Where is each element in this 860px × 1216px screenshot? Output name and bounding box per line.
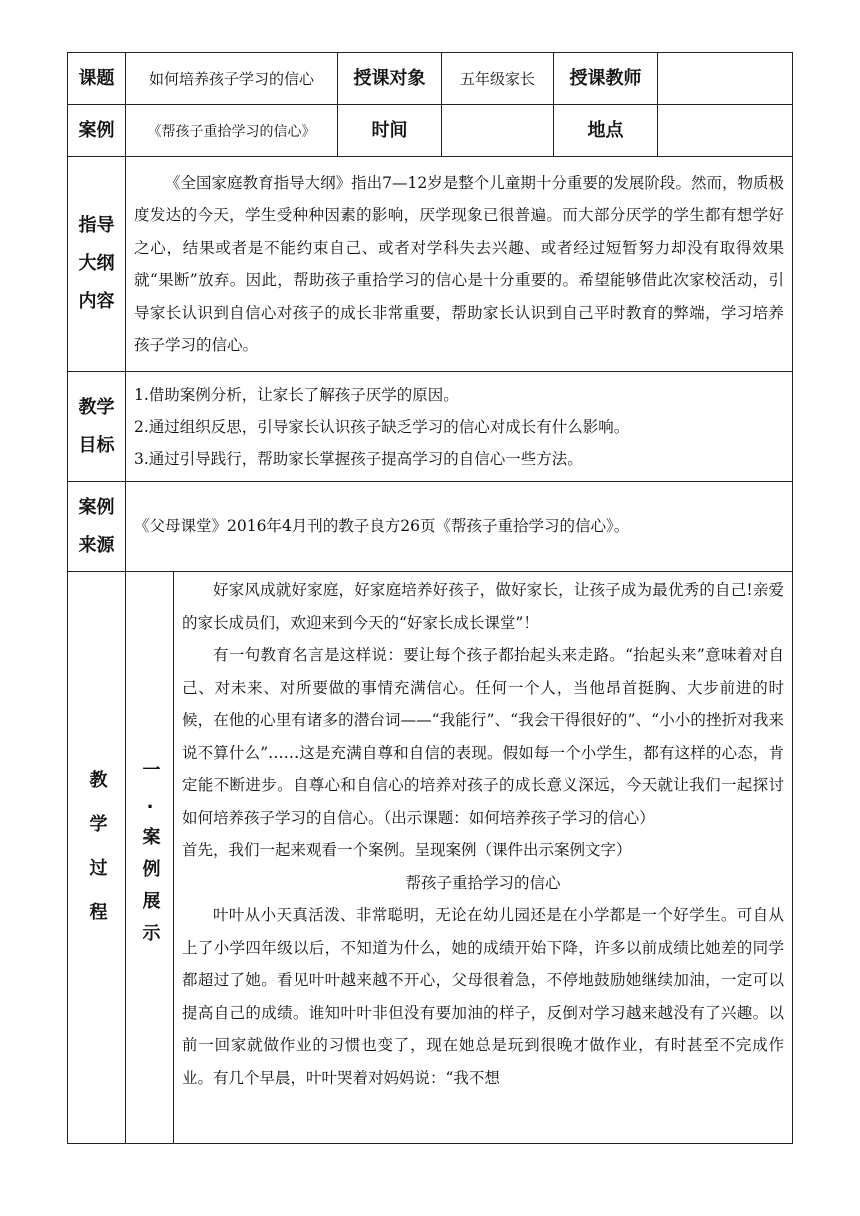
case-label: 案例 [68, 105, 126, 157]
source-label-line1: 案例 [78, 496, 115, 518]
goals-content [126, 372, 793, 482]
source-label [68, 482, 126, 572]
topic-value: 如何培养孩子学习的信心 [126, 53, 338, 105]
goals-label-line1: 教学 [78, 396, 115, 418]
process-label-cell [68, 572, 126, 1144]
place-value [658, 105, 793, 157]
header-row-2 [68, 105, 793, 157]
process-paragraph-1: 好家风成就好家庭，好家庭培养好孩子，做好家长，让孩子成为最优秀的自己!亲爱的家长成员们，欢迎来到今天的“好家长成长课堂”！ [182, 581, 785, 632]
process-content [174, 572, 793, 1144]
section-label-cell [126, 572, 174, 1144]
place-label: 地点 [554, 105, 658, 157]
process-paragraph-3: 首先，我们一起来观看一个案例。呈现案例（课件出示案例文字） [182, 841, 632, 859]
time-label: 时间 [338, 105, 442, 157]
guideline-label [68, 157, 126, 372]
teacher-label: 授课教师 [554, 53, 658, 105]
goal-item-1: 1.借助案例分析，让家长了解孩子厌学的原因。 [134, 385, 459, 404]
audience-label: 授课对象 [338, 53, 442, 105]
guideline-text: 《全国家庭教育指导大纲》指出7—12岁是整个儿童期十分重要的发展阶段。然而，物质极度发达的今天，学生受种种因素的影响，厌学现象已很普遍。而大部分厌学的学生都有想学好之心，结果或者是不能约束自己、或者对学科失去兴趣、或者经过短暂努力却没有取得效果就“果断”放弃。因此，帮助孩子重拾学习的信心是十分重要的。希望能够借此次家校活动，引导家长认识到自信心对孩子的成长非常重要，帮助家长认识到自己平时教育的弊端，学习培养孩子学习的信心。 [134, 173, 785, 354]
goals-label [68, 372, 126, 482]
guideline-label-line3: 内容 [78, 291, 115, 312]
source-label-line2: 来源 [78, 534, 115, 556]
header-row-1 [68, 53, 793, 105]
case-value: 《帮孩子重拾学习的信心》 [126, 105, 338, 157]
process-label: 教学过程 [86, 769, 108, 946]
topic-label: 课题 [68, 53, 126, 105]
source-text: 《父母课堂》2016年4月刊的教子良方26页《帮孩子重拾学习的信心》。 [134, 517, 630, 536]
case-title: 帮孩子重拾学习的信心 [405, 873, 561, 892]
process-paragraph-4: 叶叶从小天真活泼、非常聪明，无论在幼儿园还是在小学都是一个好学生。可自从上了小学四年级以后，不知道为什么，她的成绩开始下降，许多以前成绩比她差的同学都超过了她。看见叶叶越来越不开心，父母很着急，不停地鼓励她继续加油，一定可以提高自己的成绩。谁知叶叶非但没有要加油的样子，反倒对学习越来越没有了兴趣。以前一回家就做作业的习惯也变了，现在她总是玩到很晚才做作业，有时甚至不完成作业。有几个早晨，叶叶哭着对妈妈说：“我不想 [182, 906, 785, 1087]
guideline-label-line2: 大纲 [78, 253, 115, 274]
lesson-plan-table [67, 52, 793, 1144]
guideline-content [126, 157, 793, 372]
process-row [68, 572, 793, 1144]
teacher-value [658, 53, 793, 105]
guideline-label-line1: 指导 [78, 215, 115, 236]
guideline-row [68, 157, 793, 372]
process-paragraph-2: 有一句教育名言是这样说：要让每个孩子都抬起头来走路。“抬起头来”意味着对自己、对未来、对所要做的事情充满信心。任何一个人，当他昂首挺胸、大步前进的时候，在他的心里有诸多的潜台词——“我能行”、“我会干得很好的”、“小小的挫折对我来说不算什么”……这是充满自尊和自信的表现。假如每一个小学生，都有这样的心态，肯定能不断进步。自尊心和自信心的培养对孩子的成长意义深远，今天就让我们一起探讨如何培养孩子学习的自信心。（出示课题：如何培养孩子学习的信心） [182, 646, 785, 827]
time-value [442, 105, 554, 157]
goals-label-line2: 目标 [78, 434, 115, 456]
source-row [68, 482, 793, 572]
goals-row [68, 372, 793, 482]
audience-value: 五年级家长 [442, 53, 554, 105]
goal-item-2: 2.通过组织反思，引导家长认识孩子缺乏学习的信心对成长有什么影响。 [134, 417, 630, 436]
goal-item-3: 3.通过引导践行，帮助家长掌握孩子提高学习的自信心一些方法。 [134, 449, 583, 468]
section-label: 一.案例展示 [139, 760, 161, 955]
source-content [126, 482, 793, 572]
